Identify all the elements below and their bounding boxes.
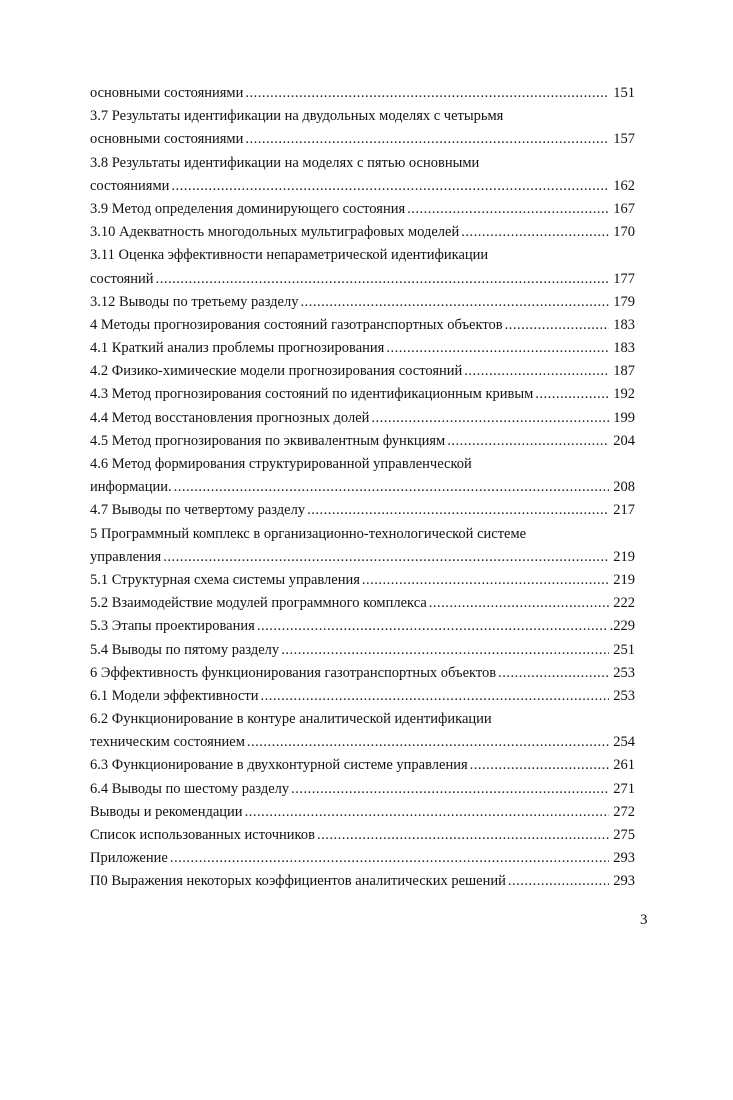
toc-entry-title: 4 Методы прогнозирования состояний газотранспортных объектов: [90, 316, 503, 333]
toc-leader-dots: [447, 430, 609, 453]
toc-row: [0, 870, 733, 893]
toc-row: [0, 778, 733, 801]
toc-entry: [90, 198, 635, 221]
toc-row: [0, 499, 733, 522]
toc-entry: [90, 546, 635, 569]
toc-leader-dots: [508, 870, 609, 893]
toc-row: [0, 569, 733, 592]
toc-row: [0, 685, 733, 708]
toc-entry: [90, 569, 635, 592]
toc-entry-title: техническим состоянием: [90, 734, 245, 751]
toc-leader-dots: [371, 407, 609, 430]
page-number: 3: [640, 912, 648, 928]
toc-entry-title: 5.1 Структурная схема системы управления: [90, 571, 360, 588]
toc-page-number: 199: [613, 409, 635, 426]
toc-leader-dots: [291, 778, 609, 801]
toc-entry: [90, 175, 635, 198]
toc-leader-dots: [170, 847, 609, 870]
toc-entry-title: 3.8 Результаты идентификации на моделях с пятью основными: [90, 154, 480, 171]
toc-entry-title: 3.11 Оценка эффективности непараметрической идентификации: [90, 247, 489, 264]
toc-row: [0, 754, 733, 777]
toc-leader-dots: [386, 337, 609, 360]
toc-page-number: 219: [613, 571, 635, 588]
toc-entry: [90, 615, 635, 638]
toc-row: [0, 314, 733, 337]
toc-leader-dots: [498, 662, 609, 685]
toc-entry-title: 4.6 Метод формирования структурированной управленческой: [90, 456, 472, 472]
toc-entry-title: 5.2 Взаимодействие модулей программного комплекса: [90, 595, 427, 612]
toc-row: [0, 523, 733, 546]
toc-page-number: 219: [613, 548, 635, 565]
toc-entry: [90, 847, 635, 870]
toc-leader-dots: [317, 824, 609, 847]
toc-row: [0, 337, 733, 360]
toc-entry-title: 4.7 Выводы по четвертому разделу: [90, 502, 306, 519]
toc-page-number: 293: [613, 850, 635, 867]
toc-entry-title: состояний: [90, 270, 154, 287]
toc-entry-title: 5.3 Этапы проектирования: [90, 618, 255, 635]
toc-entry: [90, 82, 635, 105]
toc-leader-dots: [281, 639, 609, 662]
toc-row: [0, 662, 733, 685]
toc-leader-dots: [362, 569, 609, 592]
toc-entry-title: 3.7 Результаты идентификации на двудольных моделях с четырьмя: [90, 108, 504, 125]
toc-row: [0, 105, 733, 128]
toc-entry-title: 6.1 Модели эффективности: [90, 687, 259, 704]
toc-entry-title: 4.5 Метод прогнозирования по эквивалентным функциям: [90, 432, 446, 449]
table-of-contents: [0, 82, 733, 894]
toc-entry: [90, 268, 635, 291]
toc-page-number: 170: [613, 224, 635, 241]
toc-row: [0, 847, 733, 870]
toc-entry: [90, 314, 635, 337]
toc-row: [0, 453, 733, 476]
toc-entry: [90, 801, 635, 824]
toc-leader-dots: [163, 546, 609, 569]
toc-entry-title: 6.4 Выводы по шестому разделу: [90, 780, 290, 797]
toc-leader-dots: [464, 360, 609, 383]
toc-page-number: 162: [613, 177, 635, 194]
toc-page-number: 177: [613, 270, 635, 287]
toc-entry: [90, 824, 635, 847]
toc-entry-title: 4.4 Метод восстановления прогнозных долей: [90, 409, 370, 426]
toc-page-number: 254: [613, 734, 635, 751]
toc-entry: [90, 754, 635, 777]
toc-entry-title: 3.12 Выводы по третьему разделу: [90, 293, 299, 310]
toc-row: [0, 360, 733, 383]
toc-entry: [90, 407, 635, 430]
toc-page-number: 261: [613, 757, 635, 774]
toc-entry-title: 4.2 Физико-химические модели прогнозирования состояний: [90, 363, 463, 380]
toc-row: [0, 476, 733, 499]
toc-entry-title: Приложение: [90, 850, 168, 867]
toc-entry: [90, 662, 635, 685]
toc-row: [0, 615, 733, 638]
toc-row: [0, 175, 733, 198]
toc-row: [0, 82, 733, 105]
toc-row: [0, 291, 733, 314]
toc-row: [0, 128, 733, 151]
toc-leader-dots: [505, 314, 609, 337]
toc-entry-title: 4.1 Краткий анализ проблемы прогнозирования: [90, 340, 385, 357]
toc-entry: [90, 291, 635, 314]
toc-row: [0, 639, 733, 662]
toc-entry-title: 6.3 Функционирование в двухконтурной системе управления: [90, 757, 468, 774]
toc-row: [0, 592, 733, 615]
toc-page-number: 251: [613, 641, 635, 658]
toc-row: [0, 731, 733, 754]
toc-page-number: 293: [613, 873, 635, 890]
toc-entry-title: 4.3 Метод прогнозирования состояний по идентификационным кривым: [90, 386, 534, 403]
toc-entry: [90, 639, 635, 662]
toc-leader-dots: [245, 801, 609, 824]
toc-entry: [90, 430, 635, 453]
toc-page-number: 183: [613, 316, 635, 333]
toc-row: [0, 708, 733, 731]
toc-leader-dots: [247, 731, 609, 754]
toc-leader-dots: [245, 128, 609, 151]
toc-page-number: 208: [613, 479, 635, 496]
toc-leader-dots: [245, 82, 609, 105]
toc-row: [0, 244, 733, 267]
toc-entry: [90, 685, 635, 708]
toc-page-number: 253: [613, 664, 635, 681]
toc-leader-dots: [470, 754, 609, 777]
toc-entry-title: информации.: [90, 479, 172, 496]
toc-row: [0, 268, 733, 291]
toc-page-number: .229: [609, 618, 635, 635]
toc-entry: [90, 221, 635, 244]
toc-entry-title: 3.9 Метод определения доминирующего состояния: [90, 200, 406, 217]
toc-page-number: 192: [613, 386, 635, 403]
toc-leader-dots: [300, 291, 609, 314]
toc-entry: [90, 778, 635, 801]
toc-row: [0, 546, 733, 569]
toc-entry: [90, 592, 635, 615]
toc-entry-title: П0 Выражения некоторых коэффициентов аналитических решений: [90, 873, 506, 890]
toc-page-number: 222: [613, 595, 635, 612]
toc-row: [0, 383, 733, 406]
toc-page-number: 167: [613, 200, 635, 217]
toc-page-number: 271: [613, 780, 635, 797]
toc-row: [0, 824, 733, 847]
toc-page-number: 157: [613, 131, 635, 148]
toc-page-number: 204: [613, 432, 635, 449]
toc-leader-dots: [461, 221, 609, 244]
toc-row: [0, 407, 733, 430]
toc-leader-dots: [174, 476, 609, 499]
toc-entry: [90, 499, 635, 522]
toc-entry-title: основными состояниями: [90, 131, 244, 148]
toc-page-number: 253: [613, 687, 635, 704]
toc-leader-dots: [535, 383, 609, 406]
toc-leader-dots: [156, 268, 609, 291]
toc-leader-dots: [307, 499, 609, 522]
toc-page-number: 187: [613, 363, 635, 380]
toc-entry-title: управления: [90, 548, 162, 565]
toc-leader-dots: [257, 615, 608, 638]
toc-entry: [90, 870, 635, 893]
toc-page-number: 179: [613, 293, 635, 310]
toc-page-number: 217: [613, 502, 635, 519]
toc-entry-title: 6.2 Функционирование в контуре аналитической идентификации: [90, 711, 492, 728]
toc-leader-dots: [407, 198, 609, 221]
toc-page-number: 272: [613, 803, 635, 820]
toc-page-number: 275: [613, 827, 635, 843]
toc-row: [0, 198, 733, 221]
toc-row: [0, 152, 733, 175]
toc-entry: [90, 360, 635, 383]
toc-entry-title: 5.4 Выводы по пятому разделу: [90, 641, 280, 658]
toc-leader-dots: [261, 685, 609, 708]
toc-entry: [90, 476, 635, 499]
toc-page-number: 151: [613, 85, 635, 101]
toc-entry: [90, 337, 635, 360]
toc-entry: [90, 731, 635, 754]
toc-entry-title: Выводы и рекомендации: [90, 803, 243, 820]
toc-row: [0, 221, 733, 244]
toc-entry-title: 6 Эффективность функционирования газотранспортных объектов: [90, 664, 497, 681]
toc-leader-dots: [171, 175, 609, 198]
toc-entry-title: основными состояниями: [90, 85, 244, 101]
toc-entry-title: 5 Программный комплекс в организационно-технологической системе: [90, 525, 527, 542]
toc-entry: [90, 383, 635, 406]
toc-row: [0, 801, 733, 824]
toc-page-number: 183: [613, 340, 635, 357]
toc-entry-title: Список использованных источников: [90, 827, 315, 843]
toc-entry-title: состояниями: [90, 177, 170, 194]
toc-entry-title: 3.10 Адекватность многодольных мультиграфовых моделей: [90, 224, 460, 241]
toc-entry: [90, 128, 635, 151]
toc-row: [0, 430, 733, 453]
toc-leader-dots: [429, 592, 609, 615]
